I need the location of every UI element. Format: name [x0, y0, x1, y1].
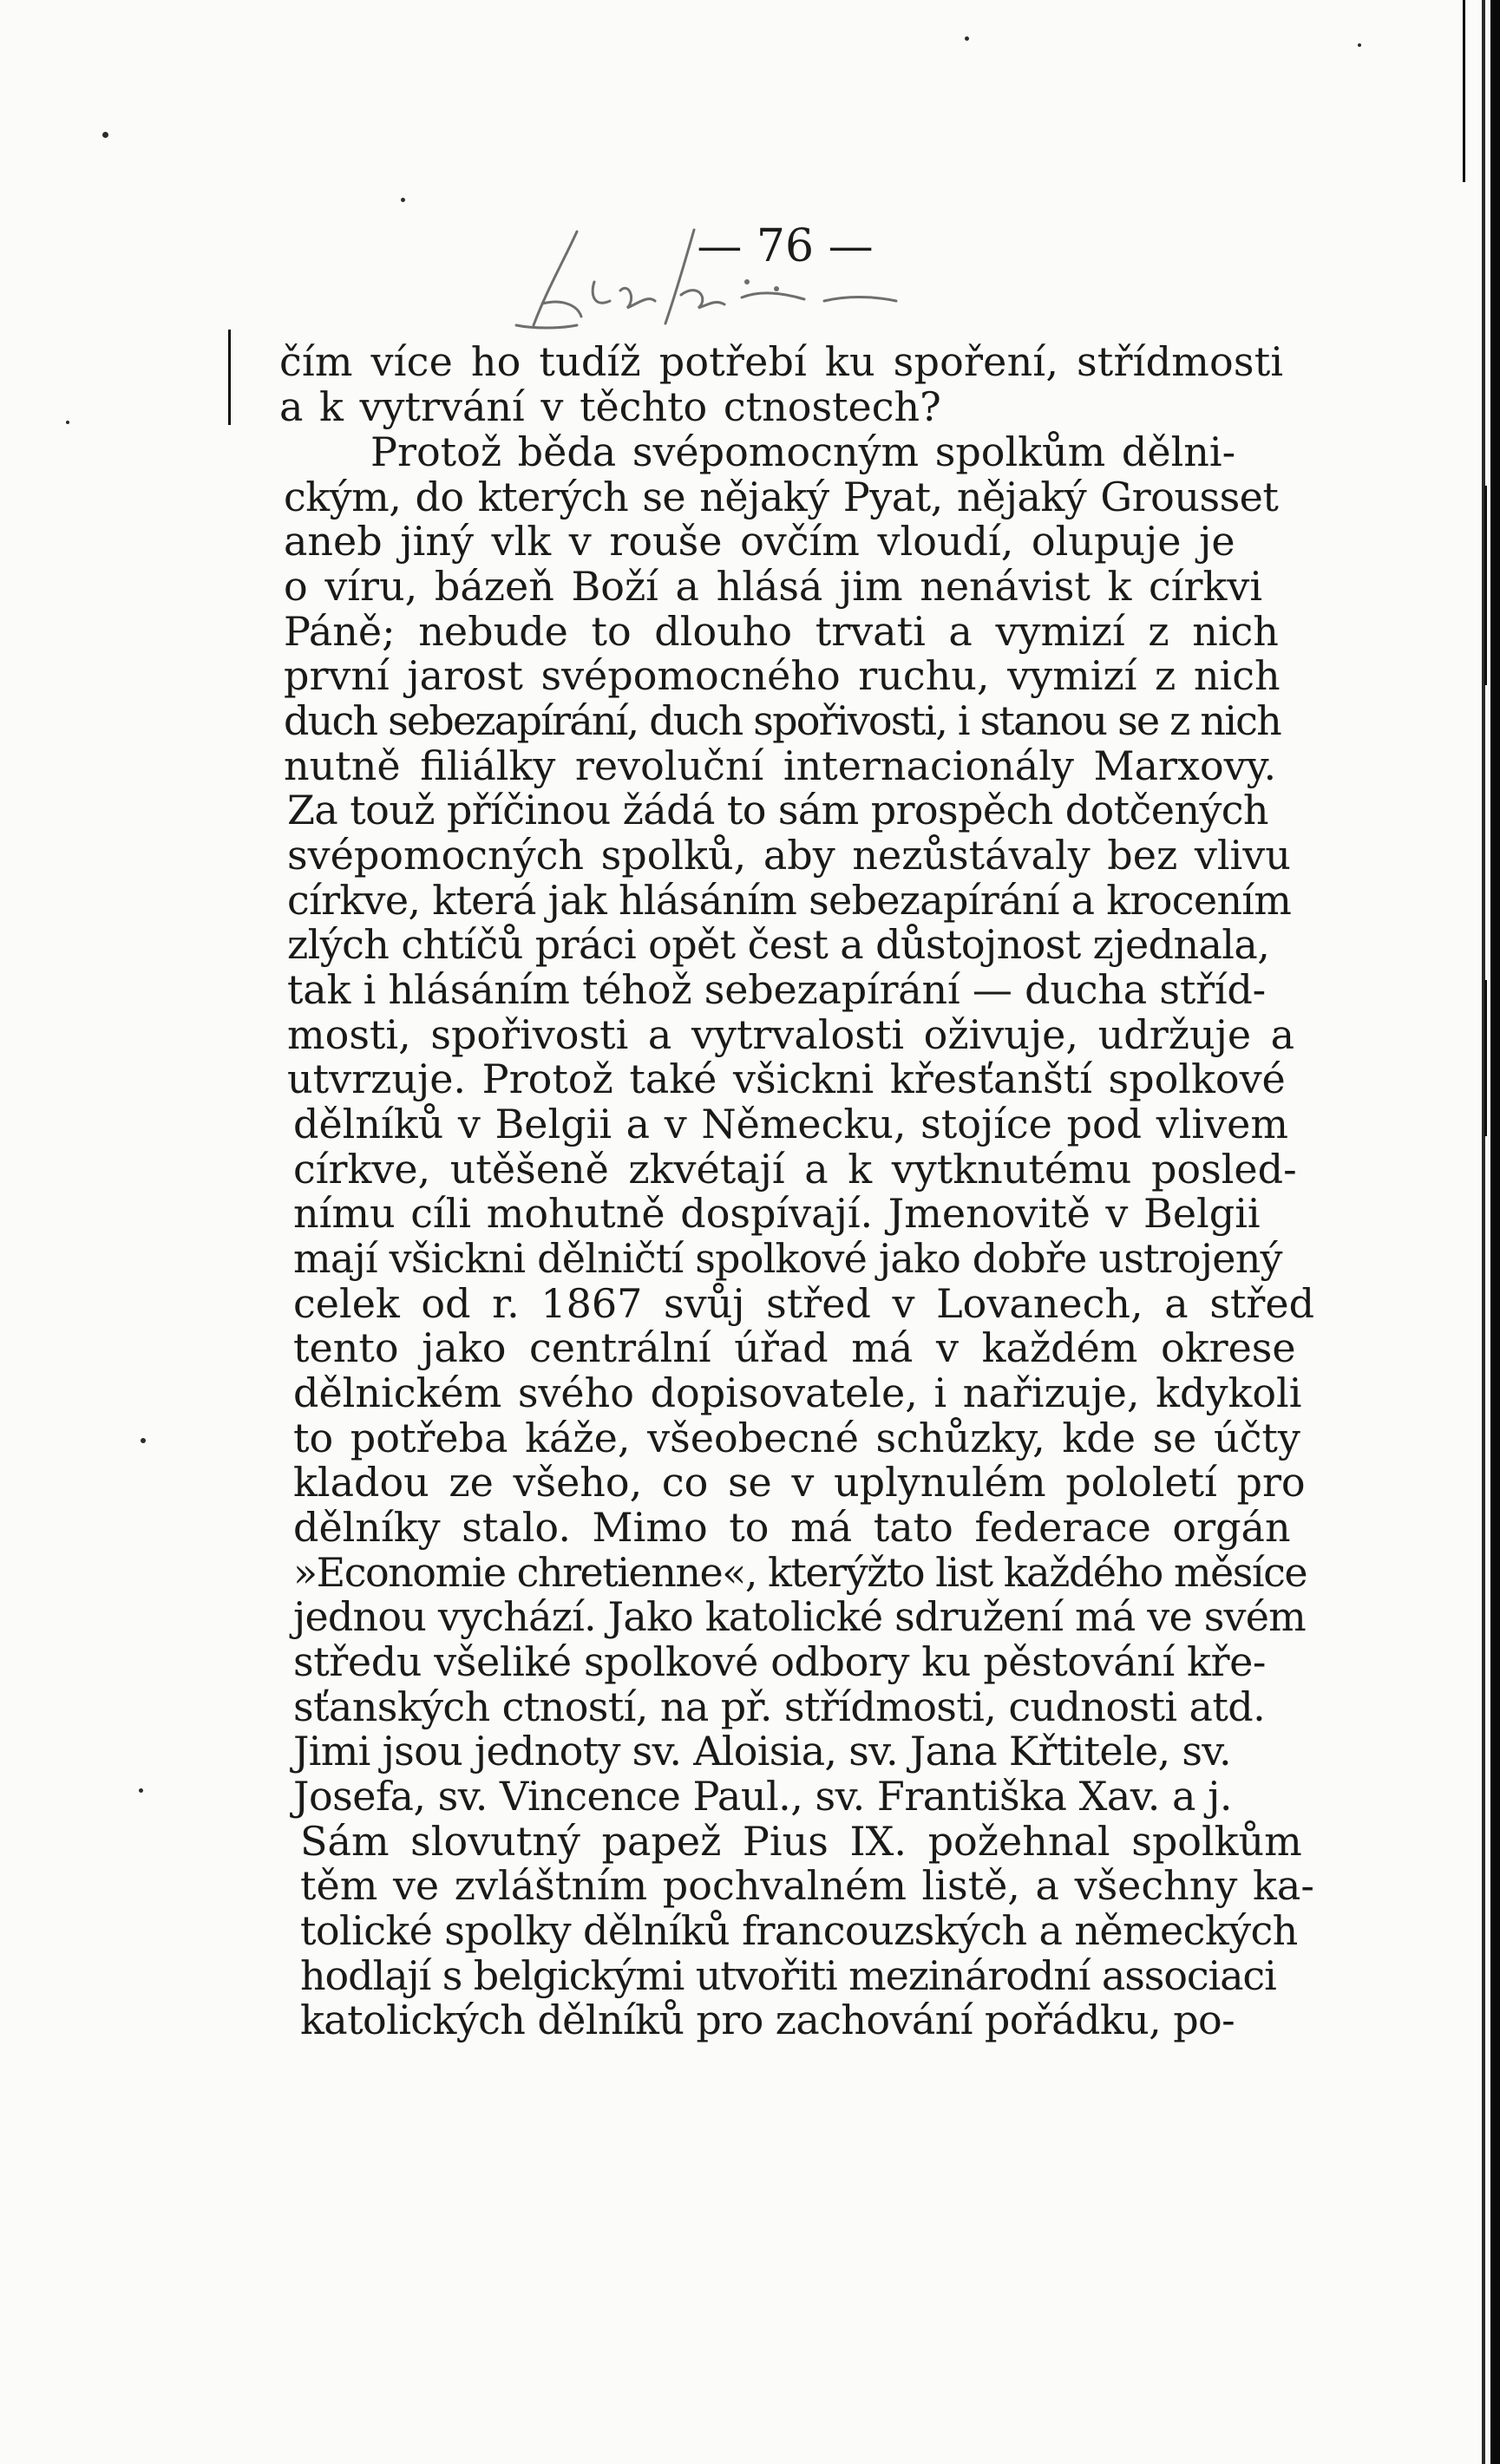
handwritten-annotation [481, 221, 933, 343]
text-line: Protož běda svépomocným spolkům dělni- [370, 428, 1236, 475]
edge-mark [1463, 0, 1465, 182]
text-line: aneb jiný vlk v rouše ovčím vloudí, olupuje je [284, 518, 1235, 565]
text-line: o víru, bázeň Boží a hlásá jim nenávist k církvi [284, 563, 1263, 610]
text-line: mosti, spořivosti a vytrvalosti oživuje, udržuje a [287, 1011, 1295, 1058]
edge-mark [1484, 486, 1487, 685]
text-line: Josefa, sv. Vincence Paul., sv. Františka Xav. a j. [293, 1773, 1232, 1820]
edge-mark [1484, 980, 1487, 1136]
text-line: středu všeliké spolkové odbory ku pěstování kře- [293, 1638, 1267, 1685]
dust-speck [141, 1438, 146, 1443]
text-line: dělníky stalo. Mimo to má tato federace orgán [293, 1504, 1291, 1551]
dust-speck [102, 132, 108, 138]
text-line: dělnickém svého dopisovatele, i nařizuje, kdykoli [293, 1369, 1302, 1416]
text-line: kladou ze všeho, co se v uplynulém pololetí pro [293, 1459, 1306, 1506]
text-line: čím více ho tudíž potřebí ku spoření, střídmosti [279, 338, 1284, 385]
text-line: tento jako centrální úřad má v každém okrese [293, 1324, 1296, 1371]
text-line: duch sebezapírání, duch spořivosti, i stanou se z nich [284, 697, 1281, 744]
text-line: církve, utěšeně zkvétají a k vytknutému posled- [293, 1146, 1297, 1193]
dust-speck [66, 421, 69, 424]
text-line: ckým, do kterých se nějaký Pyat, nějaký Grousset [284, 474, 1279, 520]
page-number: — 76 — [697, 220, 874, 272]
text-line: jednou vychází. Jako katolické sdružení má ve svém [293, 1593, 1306, 1640]
text-line: mají všickni dělničtí spolkové jako dobře ustrojený [293, 1235, 1282, 1282]
text-line: dělníků v Belgii a v Německu, stojíce pod vlivem [293, 1101, 1288, 1147]
text-line: to potřeba káže, všeobecné schůzky, kde se účty [293, 1415, 1300, 1461]
text-line: »Economie chretienne«, kterýžto list každého měsíce [293, 1549, 1307, 1596]
dust-speck [401, 198, 405, 202]
dust-speck [1358, 43, 1361, 47]
text-line: Sám slovutný papež Pius IX. požehnal spolkům [300, 1818, 1302, 1865]
scan-shadow [1482, 0, 1485, 2464]
text-line: sťanských ctností, na př. střídmosti, cudnosti atd. [293, 1683, 1266, 1730]
text-line: utvrzuje. Protož také všickni křesťanští spolkové [287, 1056, 1286, 1102]
text-line: hodlají s belgickými utvořiti mezinárodní associaci [300, 1952, 1276, 1999]
text-line: Jimi jsou jednoty sv. Aloisia, sv. Jana Křtitele, sv. [293, 1728, 1231, 1774]
margin-stroke [228, 330, 231, 425]
text-line: těm ve zvláštním pochvalném listě, a všechny ka- [300, 1862, 1314, 1909]
text-line: tak i hlásáním téhož sebezapírání — ducha stříd- [287, 966, 1267, 1013]
scan-border [1490, 0, 1500, 2464]
dust-speck [139, 1788, 143, 1793]
text-line: Páně; nebude to dlouho trvati a vymizí z nich [284, 608, 1279, 655]
text-line: nímu cíli mohutně dospívají. Jmenovitě v Belgii [293, 1190, 1261, 1237]
text-line: a k vytrvání v těchto ctnostech? [279, 383, 941, 430]
text-line: první jarost svépomocného ruchu, vymizí z nich [284, 652, 1281, 699]
text-line: tolické spolky dělníků francouzských a německých [300, 1907, 1298, 1954]
text-line: církve, která jak hlásáním sebezapírání a krocením [287, 877, 1292, 924]
text-line: Za touž příčinou žádá to sám prospěch dotčených [287, 787, 1268, 833]
text-line: celek od r. 1867 svůj střed v Lovanech, a střed [293, 1280, 1315, 1327]
text-line: nutně filiálky revoluční internacionály Marxovy. [284, 742, 1277, 789]
text-line: svépomocných spolků, aby nezůstávaly bez vlivu [287, 832, 1291, 879]
dust-speck [965, 36, 969, 41]
text-line: zlých chtíčů práci opět čest a důstojnost zjednala, [287, 921, 1270, 968]
text-line: katolických dělníků pro zachování pořádku, po- [300, 1997, 1235, 2043]
